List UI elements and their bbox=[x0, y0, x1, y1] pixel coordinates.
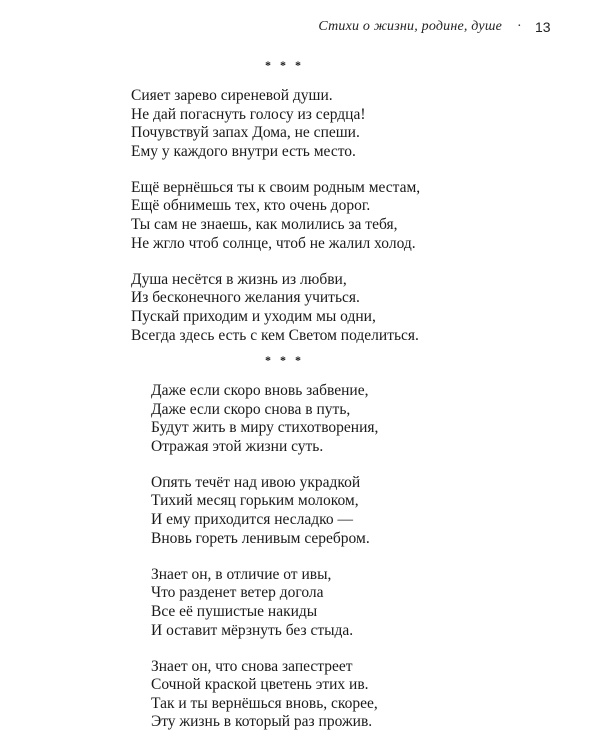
poem-line: Не жгло чтоб солнце, чтоб не жалил холод. bbox=[131, 234, 416, 252]
poem-line: Не дай погаснуть голосу из сердца! bbox=[131, 105, 366, 123]
poem-line: Сочной краской цветень этих ив. bbox=[151, 676, 369, 694]
poem-line: И оставит мёрзнуть без стыда. bbox=[151, 621, 354, 639]
poem-line: Из бесконечного желания учиться. bbox=[131, 289, 360, 307]
poem-line: Что разденет ветер догола bbox=[151, 584, 324, 602]
poem-line: Так и ты вернёшься вновь, скорее, bbox=[151, 694, 378, 712]
poem-line: Даже если скоро вновь забвение, bbox=[151, 382, 369, 399]
running-header-title: Стихи о жизни, родине, душе bbox=[318, 19, 502, 34]
poem-line: Вновь гореть ленивым серебром. bbox=[151, 529, 370, 547]
poem-line: Отражая этой жизни суть. bbox=[151, 437, 324, 455]
poem-2-asterism: * * * bbox=[265, 353, 304, 367]
poem-line: Ещё обнимешь тех, кто очень дорог. bbox=[131, 197, 371, 215]
poem-2 bbox=[151, 382, 378, 732]
poem-1-stanza-2 bbox=[131, 179, 420, 253]
poem-line: Ты сам не знаешь, как молились за тебя, bbox=[131, 216, 398, 234]
poem-line: Пускай приходим и уходим мы одни, bbox=[131, 307, 376, 325]
poem-line: Сияет зарево сиреневой души. bbox=[131, 87, 333, 104]
poem-line: Тихий месяц горьким молоком, bbox=[151, 492, 359, 510]
poem-2-stanza-3 bbox=[151, 566, 378, 640]
poem-line: Ему у каждого внутри есть место. bbox=[131, 142, 356, 160]
header-separator: · bbox=[517, 19, 522, 34]
poem-1-asterism: * * * bbox=[265, 58, 304, 72]
poem-1-stanza-3 bbox=[131, 271, 420, 345]
poem-2-stanza-1 bbox=[151, 382, 378, 456]
poem-1-stanza-1 bbox=[131, 87, 420, 161]
poem-line: Почувствуй запах Дома, не спеши. bbox=[131, 124, 360, 142]
poem-line: Душа несётся в жизнь из любви, bbox=[131, 270, 347, 288]
poem-line: Знает он, в отличие от ивы, bbox=[151, 565, 332, 583]
poem-line: Эту жизнь в который раз прожив. bbox=[151, 713, 373, 731]
poem-line: И ему приходится несладко — bbox=[151, 511, 354, 529]
page-number: 13 bbox=[535, 19, 551, 35]
poem-line: Ещё вернёшься ты к своим родным местам, bbox=[131, 178, 421, 196]
poem-2-stanza-2 bbox=[151, 474, 378, 548]
poem-line: Всегда здесь есть с кем Светом поделиться. bbox=[131, 326, 419, 344]
poem-line: Все её пушистые накиды bbox=[151, 602, 318, 620]
poem-2-stanza-4 bbox=[151, 658, 378, 732]
poem-line: Даже если скоро снова в путь, bbox=[151, 400, 351, 418]
poem-line: Знает он, что снова запестреет bbox=[151, 657, 353, 675]
poem-line: Опять течёт над ивою украдкой bbox=[151, 473, 361, 491]
poem-1 bbox=[131, 87, 420, 345]
poem-line: Будут жить в миру стихотворения, bbox=[151, 419, 379, 437]
